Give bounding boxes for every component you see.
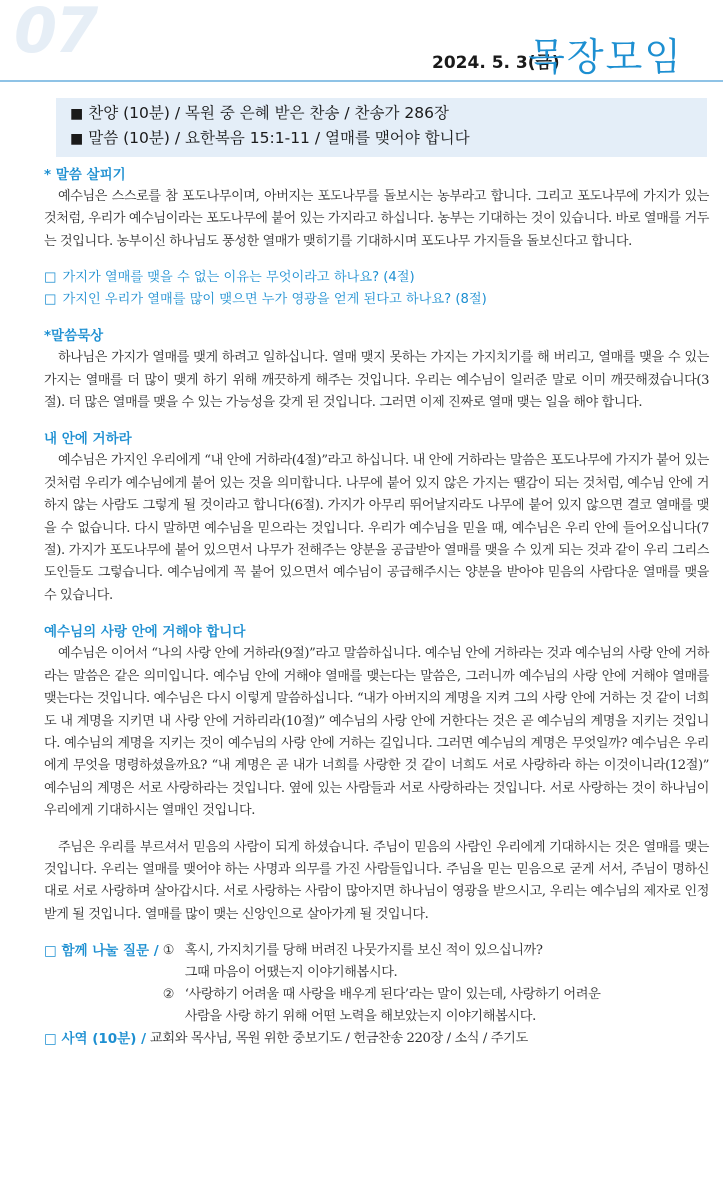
section-heading-love: 예수님의 사랑 안에 거해야 합니다 [44,624,246,641]
checkbox-icon: □ [44,270,57,286]
question-number: ① [162,943,175,959]
summary-word [56,126,707,151]
page-number: 07 [14,0,97,67]
ministry-label: □ 사역 (10분) / [44,1031,147,1048]
group-questions-label: □ 함께 나눌 질문 / [44,943,159,960]
checkbox-icon: □ [44,292,57,308]
summary-worship-text: 찬양 (10분) / 목원 중 은혜 받은 찬송 / 찬송가 286장 [88,104,449,122]
ministry-text: 교회와 목사님, 목원 위한 중보기도 / 헌금찬송 220장 / 소식 / 주기도 [150,1031,528,1047]
group-question-2 [163,984,709,1006]
group-question-1-cont: 그때 마음이 어땠는지 이야기해봅시다. [184,965,398,981]
square-bullet-icon: ■ [70,131,84,147]
question-2 [44,289,709,311]
question-1 [44,267,709,289]
main-content [44,164,709,1050]
summary-worship [56,101,707,126]
section-body-observe: 예수님은 스스로를 참 포도나무이며, 아버지는 포도나무를 돌보시는 농부라고 합니다. 그리고 포도나무에 가지가 있는 것처럼, 우리가 예수님이라는 포도나무에 붙어 있는 가지라고 하십니다. 농부는 기대하는 것이 있습니다. 바로 열매를 거두는 것입니다. 농부이신 하나님도 풍성한 열매가 맺히기를 기대하시며 포도나무 가지들을 돌보신다고 합니다. [44,189,709,249]
page-title: 목장모임 [528,35,683,79]
section-heading-observe: * 말씀 살피기 [44,167,126,183]
group-question-2-cont: 사람을 사랑 하기 위해 어떤 노력을 해보았는지 이야기해봅시다. [184,1009,536,1025]
group-questions [44,940,709,1028]
group-question-1-line1: 혹시, 가지치기를 당해 버려진 나뭇가지를 보신 적이 있으십니까? [184,943,543,959]
section-body-conclusion: 주님은 우리를 부르셔서 믿음의 사람이 되게 하셨습니다. 주님이 믿음의 사람인 우리에게 기대하시는 것은 열매를 맺는 것입니다. 우리는 열매를 맺어야 하는 사명과 의무를 가진 사람들입니다. 주님을 믿는 믿음으로 굳게 서서, 주님이 명하신 대로 서로 사랑하며 살아갑시다. 서로 사랑하는 사람이 많아지면 하나님이 영광을 받으시고, 우리는 예수님의 제자로 인정받게 될 것입니다. 열매를 많이 맺는 신앙인으로 살아가게 될 것입니다. [44,839,709,922]
square-bullet-icon: ■ [70,106,84,122]
question-number: ② [162,987,175,1003]
title-divider [0,80,723,82]
ministry-line [44,1028,709,1050]
order-summary-box [56,98,707,157]
summary-word-text: 말씀 (10분) / 요한복음 15:1-11 / 열매를 맺어야 합니다 [88,129,470,147]
meeting-date: 2024. 5. 3(금) [432,53,560,73]
question-2-text: 가지인 우리가 열매를 많이 맺으면 누가 영광을 얻게 된다고 하나요? (8절) [62,292,487,308]
section-body-love: 예수님은 이어서 “나의 사랑 안에 거하라(9절)”라고 말씀하십니다. 예수님 안에 거하라는 것과 예수님의 사랑 안에 거하라는 말씀은 같은 의미입니다. 예수님 안에 거해야 열매를 맺는다는 말씀은, 그러니까 예수님의 사랑 안에 거해야 열매를 맺는다는 것입니다. 예수님은 다시 이렇게 말씀하십니다. “내가 아버지의 계명을 지켜 그의 사랑 안에 거하는 것 같이 너희도 내 계명을 지키면 내 사랑 안에 거하리라(10절)” 예수님의 사랑 안에 거한다는 것은 곧 예수님의 계명을 지키는 것입니다. 예수님의 계명을 지키는 것이 예수님의 사랑 안에 거하는 길입니다. 그러면 예수님의 계명은 무엇일까? 예수님은 우리에게 무엇을 명령하셨을까요? “내 계명은 곧 내가 너희를 사랑한 것 같이 너희도 서로 사랑하라 하는 이것이니라(12절)” 예수님의 계명은 서로 사랑하라는 것입니다. 옆에 있는 사람들과 서로 사랑하라는 것입니다. 서로 사랑하는 것이 하나님이 우리에게 기대하시는 열매인 것입니다. [44,646,709,819]
section-body-abide: 예수님은 가지인 우리에게 “내 안에 거하라(4절)”라고 하십니다. 내 안에 거하라는 말씀은 포도나무에 가지가 붙어 있는 것처럼 우리가 예수님에게 붙어 있는 것을 의미합니다. 나무에 붙어 있지 않은 가지는 땔감이 되는 것처럼, 예수님 안에 거하지 않는 사람도 그렇게 될 것이라고 합니다(6절). 가지가 아무리 뛰어날지라도 나무에 붙어 있지 않으면 결코 열매를 맺을 수 없습니다. 다시 말하면 예수님을 믿으라는 것입니다. 우리가 예수님을 믿을 때, 예수님은 우리 안에 들어오십니다(7절). 가지가 포도나무에 붙어 있으면서 나무가 전해주는 양분을 공급받아 열매를 맺을 수 있게 되는 것과 같이 우리 그리스도인들도 그렇습니다. 예수님에게 꼭 붙어 있으면서 예수님이 공급해주시는 양분을 받아야 믿음의 사람다운 열매를 맺을 수 있습니다. [44,453,709,603]
group-question-1 [163,940,709,962]
section-body-meditation: 하나님은 가지가 열매를 맺게 하려고 일하십니다. 열매 맺지 못하는 가지는 가지치기를 해 버리고, 열매를 맺을 수 있는 가지는 열매를 더 많이 맺게 하기 위해 깨끗하게 해주는 것입니다. 우리는 예수님이 일러준 말로 이미 깨끗해졌습니다(3절). 더 많은 열매를 맺을 수 있는 가능성을 갖게 된 것입니다. 그러면 이제 진짜로 열매 맺는 일을 해야 합니다. [44,350,709,411]
question-1-text: 가지가 열매를 맺을 수 없는 이유는 무엇이라고 하나요? (4절) [62,270,415,286]
group-questions-list [163,940,709,1028]
section-heading-abide: 내 안에 거하라 [44,431,132,448]
section-heading-meditation: *말씀묵상 [44,328,104,345]
group-question-2-line1: ‘사랑하기 어려울 때 사랑을 배우게 된다’라는 말이 있는데, 사랑하기 어려운 [184,987,601,1003]
